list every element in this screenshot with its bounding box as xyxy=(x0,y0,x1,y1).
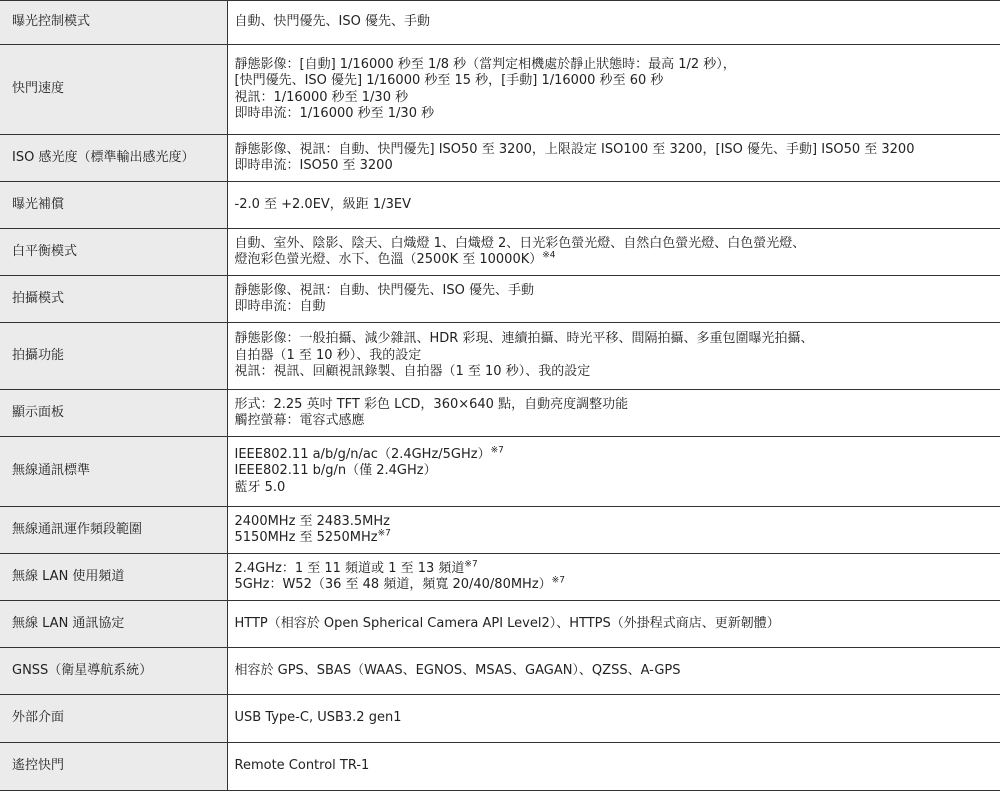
spec-value xyxy=(227,648,1000,695)
spec-value-text: 形式：2.25 英吋 TFT 彩色 LCD，360×640 點，自動亮度調整功能 xyxy=(234,396,629,412)
spec-value-line xyxy=(235,283,995,300)
spec-value-text: 燈泡彩色螢光燈、水下、色溫（2500K 至 10000K） xyxy=(234,252,543,267)
spec-value-text: 即時串流：1/16000 秒至 1/30 秒 xyxy=(234,106,435,121)
spec-label: 曝光控制模式 xyxy=(0,1,227,45)
spec-value-line xyxy=(235,447,995,464)
spec-row-external-interface xyxy=(0,695,1000,743)
spec-value-text: IEEE802.11 b/g/n（僅 2.4GHz） xyxy=(234,463,437,479)
spec-label: 白平衡模式 xyxy=(0,229,227,276)
spec-label: ISO 感光度（標準輸出感光度） xyxy=(0,135,227,182)
spec-value-text: 2.4GHz：1 至 11 頻道或 1 至 13 頻道 xyxy=(234,560,465,576)
spec-value-line xyxy=(235,197,995,214)
spec-value-line xyxy=(235,348,995,365)
spec-value xyxy=(227,695,1000,743)
spec-value xyxy=(227,323,1000,390)
footnote-marker: ※7 xyxy=(377,528,391,539)
spec-value-text: 相容於 GPS、SBAS（WAAS、EGNOS、MSAS、GAGAN）、QZSS、A-GPS xyxy=(234,662,681,678)
spec-value-text: USB Type-C, USB3.2 gen1 xyxy=(234,710,402,726)
spec-row-wireless-lan-channels xyxy=(0,554,1000,601)
spec-row-white-balance-mode xyxy=(0,229,1000,276)
spec-label: 外部介面 xyxy=(0,695,227,743)
spec-value-text: 藍牙 5.0 xyxy=(234,479,286,495)
spec-row-wireless-frequency-range xyxy=(0,507,1000,554)
spec-value-line xyxy=(235,57,995,74)
spec-value-line xyxy=(235,758,995,775)
spec-label: 顯示面板 xyxy=(0,390,227,437)
spec-row-remote-shutter xyxy=(0,743,1000,791)
spec-value-line xyxy=(235,364,995,381)
spec-row-wireless-lan-protocol xyxy=(0,601,1000,648)
spec-value-line xyxy=(235,663,995,680)
spec-value-line xyxy=(235,514,995,531)
spec-value-text: 5150MHz 至 5250MHz xyxy=(234,530,378,545)
spec-value-text: 自拍器（1 至 10 秒）、我的設定 xyxy=(234,347,422,363)
spec-row-iso-sensitivity xyxy=(0,135,1000,182)
spec-value-text: 即時串流：自動 xyxy=(234,299,326,314)
spec-label: 無線 LAN 通訊協定 xyxy=(0,601,227,648)
spec-value-line xyxy=(235,331,995,348)
spec-value-line xyxy=(235,463,995,480)
spec-row-display-panel xyxy=(0,390,1000,437)
footnote-marker: ※7 xyxy=(490,445,504,456)
spec-value-text: 2400MHz 至 2483.5MHz xyxy=(234,513,390,529)
footnote-marker: ※4 xyxy=(542,250,556,261)
spec-value-line xyxy=(235,158,995,175)
spec-value-line xyxy=(235,413,995,430)
spec-label: 拍攝功能 xyxy=(0,323,227,390)
spec-value xyxy=(227,437,1000,507)
spec-value-text: 自動、快門優先、ISO 優先、手動 xyxy=(234,14,430,30)
spec-value-line xyxy=(235,106,995,123)
spec-row-shooting-function xyxy=(0,323,1000,390)
spec-value-text: -2.0 至 +2.0EV，級距 1/3EV xyxy=(234,196,411,212)
spec-value-line xyxy=(235,480,995,497)
spec-value-text: [快門優先、ISO 優先] 1/16000 秒至 15 秒，[手動] 1/16000 秒至 60 秒 xyxy=(234,73,664,88)
spec-value-line xyxy=(235,397,995,414)
spec-value xyxy=(227,229,1000,276)
spec-row-exposure-compensation xyxy=(0,182,1000,229)
spec-value xyxy=(227,45,1000,135)
spec-value-text: 靜態影像、視訊：自動、快門優先] ISO50 至 3200，上限設定 ISO100 至 3200，[ISO 優先、手動] ISO50 至 3200 xyxy=(234,141,915,157)
spec-table-body xyxy=(0,1,1000,791)
spec-value-line xyxy=(235,236,995,253)
spec-label: 曝光補償 xyxy=(0,182,227,229)
spec-row-gnss xyxy=(0,648,1000,695)
spec-value-text: IEEE802.11 a/b/g/n/ac（2.4GHz/5GHz） xyxy=(234,446,491,462)
spec-value-line xyxy=(235,90,995,107)
spec-value-line xyxy=(235,14,995,31)
spec-label: 無線通訊標準 xyxy=(0,437,227,507)
spec-value xyxy=(227,135,1000,182)
spec-value-line xyxy=(235,142,995,159)
spec-value-text: 視訊：視訊、回顧視訊錄製、自拍器（1 至 10 秒）、我的設定 xyxy=(234,364,591,380)
spec-value xyxy=(227,743,1000,791)
spec-label: 無線 LAN 使用頻道 xyxy=(0,554,227,601)
spec-label: 快門速度 xyxy=(0,45,227,135)
spec-value-text: Remote Control TR-1 xyxy=(234,758,370,774)
spec-row-shutter-speed xyxy=(0,45,1000,135)
spec-value-text: 靜態影像、視訊：自動、快門優先、ISO 優先、手動 xyxy=(234,282,534,298)
spec-value-line xyxy=(235,561,995,578)
spec-value-line xyxy=(235,577,995,594)
spec-value xyxy=(227,554,1000,601)
spec-label: 遙控快門 xyxy=(0,743,227,791)
spec-value-text: 視訊：1/16000 秒至 1/30 秒 xyxy=(234,89,409,105)
spec-row-shooting-mode xyxy=(0,276,1000,323)
spec-value xyxy=(227,276,1000,323)
spec-value-line xyxy=(235,530,995,547)
spec-value-text: 5GHz：W52（36 至 48 頻道，頻寬 20/40/80MHz） xyxy=(234,577,552,592)
footnote-marker: ※7 xyxy=(551,575,565,586)
spec-value xyxy=(227,601,1000,648)
spec-value-line xyxy=(235,710,995,727)
spec-value-text: 觸控螢幕：電容式感應 xyxy=(234,413,365,428)
spec-value-line xyxy=(235,616,995,633)
spec-row-wireless-standard xyxy=(0,437,1000,507)
spec-value xyxy=(227,182,1000,229)
footnote-marker: ※7 xyxy=(464,559,478,570)
spec-label: 無線通訊運作頻段範圍 xyxy=(0,507,227,554)
spec-value-line xyxy=(235,299,995,316)
spec-label: GNSS（衛星導航系統） xyxy=(0,648,227,695)
spec-value-line xyxy=(235,252,995,269)
spec-value-text: 靜態影像：一般拍攝、減少雜訊、HDR 彩現、連續拍攝、時光平移、間隔拍攝、多重包圍曝光拍攝、 xyxy=(234,331,814,347)
spec-value xyxy=(227,390,1000,437)
spec-value-text: 自動、室外、陰影、陰天、白熾燈 1、白熾燈 2、日光彩色螢光燈、自然白色螢光燈、白色螢光燈、 xyxy=(234,235,806,251)
spec-value-text: 靜態影像：[自動] 1/16000 秒至 1/8 秒（當判定相機處於靜止狀態時：最高 1/2 秒）， xyxy=(234,56,736,72)
spec-value xyxy=(227,507,1000,554)
spec-row-exposure-control-mode xyxy=(0,1,1000,45)
spec-value-text: HTTP（相容於 Open Spherical Camera API Level2）、HTTPS（外掛程式商店、更新韌體） xyxy=(234,615,780,631)
spec-value xyxy=(227,1,1000,45)
spec-value-line xyxy=(235,73,995,90)
spec-value-text: 即時串流：ISO50 至 3200 xyxy=(234,158,393,173)
spec-label: 拍攝模式 xyxy=(0,276,227,323)
